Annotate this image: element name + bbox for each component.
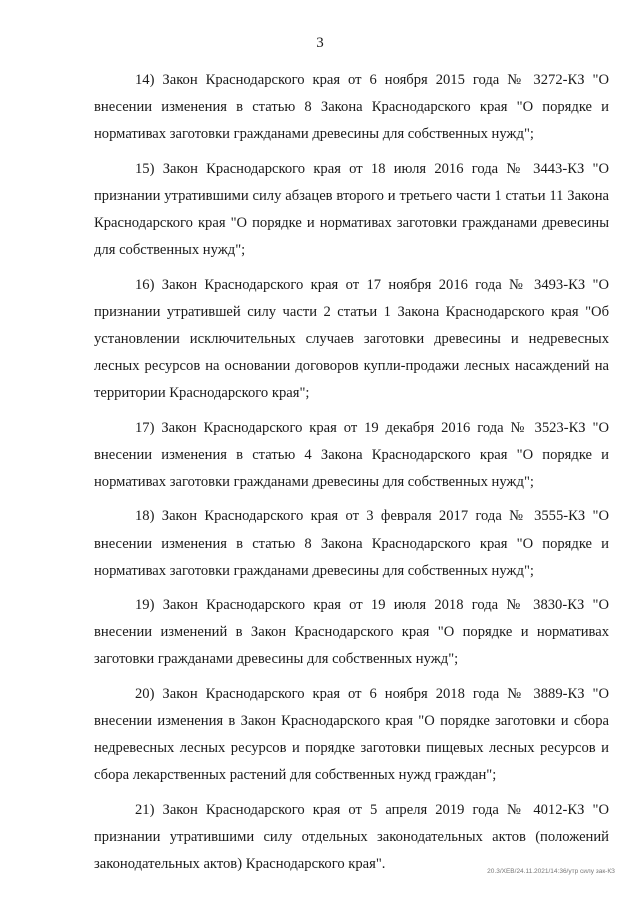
law-item-21: 21) Закон Краснодарского края от 5 апреля 2019 года № 4012-КЗ "О признании утратившими силу отдельных законодательных актов (положений законодательных актов) Краснодарского края". [94,801,609,873]
law-item-20: 20) Закон Краснодарского края от 6 ноября 2018 года № 3889-КЗ "О внесении изменения в Закон Краснодарского края "О порядке заготовки и сбора недревесных лесных ресурсов и порядке заготовки пищевых лесных ресурсов и сбора лекарственных растений для собственных нужд граждан"; [94,685,609,784]
law-item-15: 15) Закон Краснодарского края от 18 июля 2016 года № 3443-КЗ "О признании утратившими силу абзацев второго и третьего части 1 статьи 11 Закона Краснодарского края "О порядке и нормативах заготовки гражданами древесины для собственных нужд"; [94,160,609,259]
page-number: 3 [316,35,324,51]
law-item-16: 16) Закон Краснодарского края от 17 ноября 2016 года № 3493-КЗ "О признании утратившей силу части 2 статьи 1 Закона Краснодарского края "Об установлении исключительных случаев заготовки древесины и недревесных лесных ресурсов на основании договоров купли-продажи лесных насаждений на территории Краснодарского края"; [94,276,609,402]
law-item-19: 19) Закон Краснодарского края от 19 июля 2018 года № 3830-КЗ "О внесении изменений в Закон Краснодарского края "О порядке и нормативах заготовки гражданами древесины для собственных нужд"; [94,597,609,668]
law-item-17: 17) Закон Краснодарского края от 19 декабря 2016 года № 3523-КЗ "О внесении изменения в статью 4 Закона Краснодарского края "О порядке и нормативах заготовки гражданами древесины для собственных нужд"; [94,419,609,490]
document-body [94,67,609,886]
law-item-14: 14) Закон Краснодарского края от 6 ноября 2015 года № 3272-КЗ "О внесении изменения в статью 8 Закона Краснодарского края "О порядке и нормативах заготовки гражданами древесины для собственных нужд"; [94,72,609,143]
law-item-18: 18) Закон Краснодарского края от 3 февраля 2017 года № 3555-КЗ "О внесении изменения в статью 8 Закона Краснодарского края "О порядке и нормативах заготовки гражданами древесины для собственных нужд"; [94,508,609,579]
document-footer-code: 20.3/ХЕВ/24.11.2021/14:36/утр силу зак-КЗ [487,868,615,875]
